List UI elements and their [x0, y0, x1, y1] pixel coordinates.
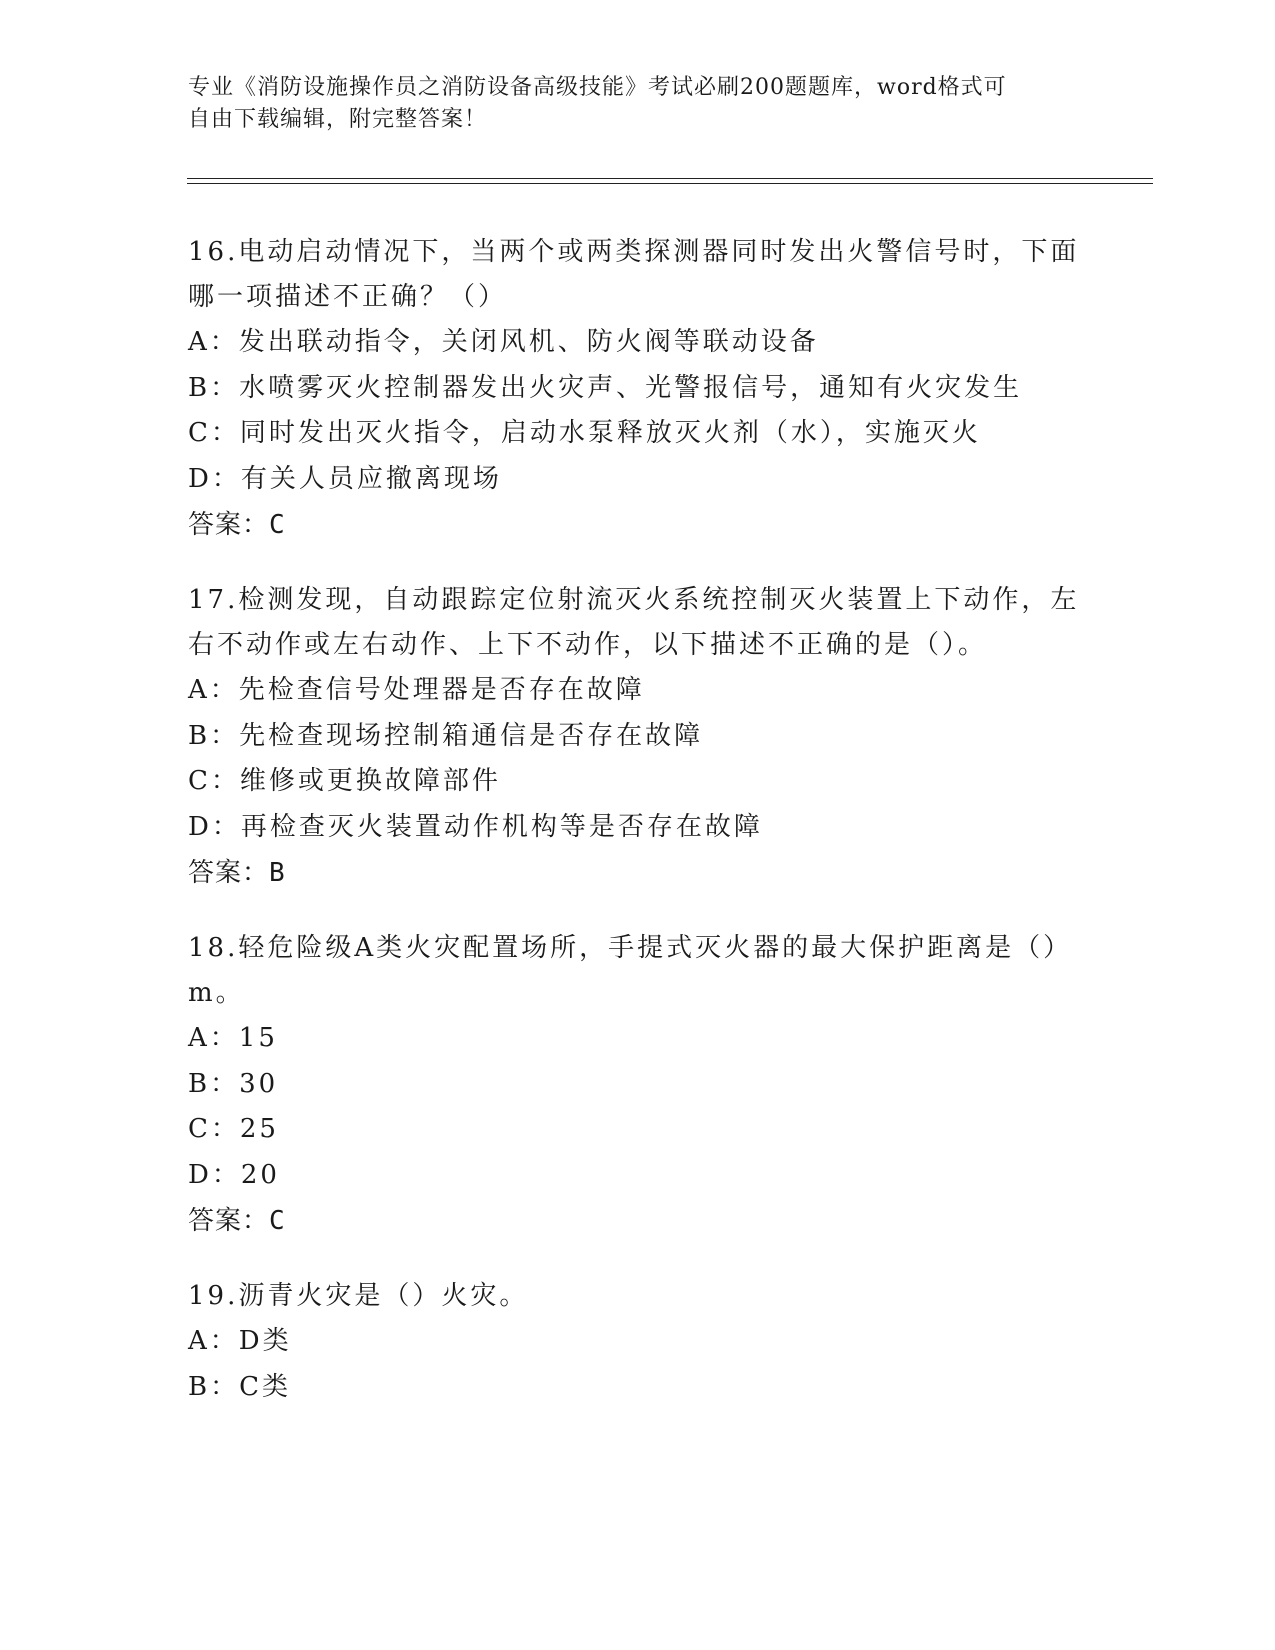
document-header	[188, 72, 1088, 136]
question-16	[188, 230, 1088, 548]
answer	[188, 1198, 1088, 1244]
option-b: B：先检查现场控制箱通信是否存在故障	[188, 720, 704, 751]
answer-value: C	[269, 510, 286, 540]
question-19	[188, 1274, 1088, 1410]
question-stem-line: 17.检测发现，自动跟踪定位射流灭火系统控制灭火装置上下动作，左	[188, 585, 1080, 615]
question-stem-line: 右不动作或左右动作、上下不动作，以下描述不正确的是（）。	[188, 630, 988, 660]
option-d: D：再检查灭火装置动作机构等是否存在故障	[188, 811, 763, 842]
header-divider-bottom	[187, 183, 1153, 184]
option-b: B：水喷雾灭火控制器发出火灾声、光警报信号，通知有火灾发生	[188, 372, 1023, 403]
option-d: D：20	[188, 1159, 280, 1190]
header-line-1: 专业《消防设施操作员之消防设备高级技能》考试必刷200题题库，word格式可	[188, 75, 1007, 100]
option-c: C：同时发出灭火指令，启动水泵释放灭火剂（水），实施灭火	[188, 418, 981, 448]
question-stem-line: 19.沥青火灾是（）火灾。	[188, 1281, 529, 1311]
answer-value: C	[269, 1206, 286, 1236]
answer	[188, 502, 1088, 548]
option-d: D：有关人员应撤离现场	[188, 463, 502, 494]
option-b: B：C类	[188, 1371, 292, 1402]
option-b: B：30	[188, 1068, 279, 1099]
answer-label: 答案：	[188, 1206, 270, 1236]
header-line-2: 自由下载编辑，附完整答案！	[188, 107, 488, 132]
question-stem-line: 18.轻危险级A类火灾配置场所，手提式灭火器的最大保护距离是（）	[188, 933, 1073, 963]
question-18	[188, 926, 1088, 1244]
question-17	[188, 578, 1088, 896]
option-c: C：维修或更换故障部件	[188, 766, 501, 796]
question-stem-line: m。	[188, 978, 245, 1008]
header-divider-top	[187, 178, 1153, 179]
question-stem-line: 16.电动启动情况下，当两个或两类探测器同时发出火警信号时，下面	[188, 237, 1080, 267]
option-c: C：25	[188, 1114, 279, 1144]
option-a: A：D类	[188, 1326, 292, 1356]
answer-value: B	[269, 858, 286, 888]
option-a: A：15	[188, 1023, 278, 1053]
option-a: A：先检查信号处理器是否存在故障	[188, 675, 645, 705]
question-stem-line: 哪一项描述不正确？（）	[188, 282, 508, 312]
option-a: A：发出联动指令，关闭风机、防火阀等联动设备	[188, 327, 819, 357]
answer-label: 答案：	[188, 858, 270, 888]
answer-label: 答案：	[188, 510, 270, 540]
answer	[188, 850, 1088, 896]
